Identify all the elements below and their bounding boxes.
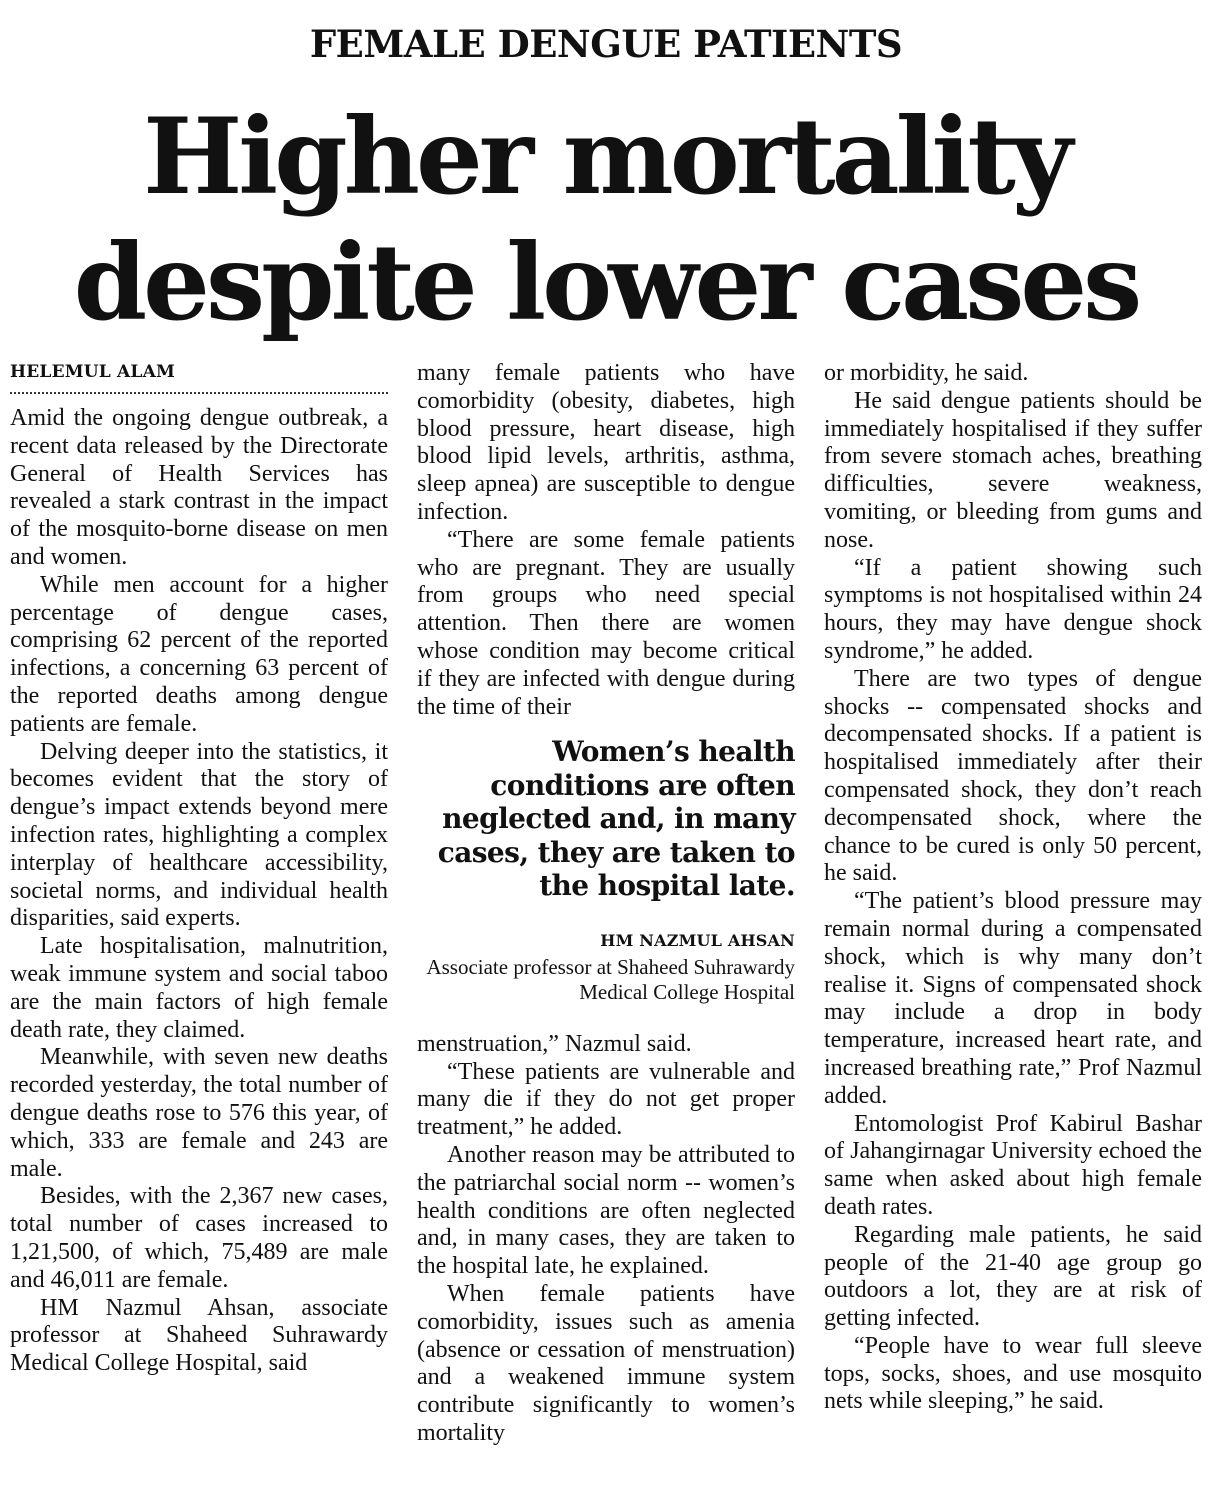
paragraph: many female patients who have comorbidity (obesity, diabetes, high blood pressure, heart disease, high blood lipid levels, arthritis, asthma, sleep apnea) are susceptible to dengue infection. [417, 360, 795, 525]
paragraph: There are two types of dengue shocks -- compensated shocks and decompensated shocks. If a patient is hospitalised immediately after their compensated shock, they don’t reach decompensated shock, where the chance to be cured is only 50 percent, he said. [824, 665, 1202, 887]
pull-quote: Women’s health conditions are often neglected and, in many cases, they are taken to the hospital late. [437, 735, 795, 903]
section-kicker: FEMALE DENGUE PATIENTS [309, 22, 903, 66]
paragraph: Delving deeper into the statistics, it becomes evident that the story of dengue’s impact extends beyond mere infection rates, highlighting a complex interplay of healthcare accessibility, societal norms, and individual health disparities, said experts. [10, 738, 388, 932]
headline-line-2: despite lower cases [73, 220, 1139, 344]
paragraph: HM Nazmul Ahsan, associate professor at Shaheed Suhrawardy Medical College Hospital, said [10, 1294, 388, 1377]
byline: HELEMUL ALAM [10, 360, 388, 394]
paragraph: “These patients are vulnerable and many die if they do not get proper treatment,” he added. [417, 1058, 795, 1141]
paragraph: Regarding male patients, he said people of the 21-40 age group go outdoors a lot, they are at risk of getting infected. [824, 1221, 1202, 1332]
paragraph: Amid the ongoing dengue outbreak, a recent data released by the Directorate General of Health Services has revealed a stark contrast in the impact of the mosquito-borne disease on men and women. [10, 405, 388, 570]
article-column-3 [824, 360, 1202, 1416]
paragraph: “People have to wear full sleeve tops, socks, shoes, and use mosquito nets while sleeping,” he said. [824, 1332, 1202, 1415]
article-column-1 [10, 360, 388, 1378]
paragraph: or morbidity, he said. [824, 360, 1029, 386]
paragraph: menstruation,” Nazmul said. [417, 1030, 692, 1057]
attribution-name: HM NAZMUL AHSAN [600, 930, 795, 950]
paragraph: “The patient’s blood pressure may remain normal during a compensated shock, which is why many don’t realise it. Signs of compensated shock may include a drop in body temperature, increased heart rate, and increased breathing rate,” Prof Nazmul added. [824, 888, 1202, 1109]
headline-line-1: Higher mortality [143, 94, 1069, 218]
paragraph: Meanwhile, with seven new deaths recorded yesterday, the total number of dengue deaths rose to 576 this year, of which, 333 are female and 243 are male. [10, 1044, 388, 1182]
paragraph: Entomologist Prof Kabirul Bashar of Jahangirnagar University echoed the same when asked about high female death rates. [824, 1110, 1202, 1220]
paragraph: Another reason may be attributed to the patriarchal social norm -- women’s health conditions are often neglected and, in many cases, they are taken to the hospital late, he explained. [417, 1142, 795, 1280]
paragraph: While men account for a higher percentage of dengue cases, comprising 62 percent of the reported infections, a concerning 63 percent of the reported deaths among dengue patients are female. [10, 571, 388, 737]
paragraph: When female patients have comorbidity, issues such as amenia (absence or cessation of menstruation) and a weakened immune system contribute significantly to women’s mortality [417, 1281, 795, 1447]
article-column-2 [417, 360, 795, 1448]
attribution-role: Associate professor at Shaheed Suhrawardy Medical College Hospital [426, 954, 795, 1004]
paragraph: “If a patient showing such symptoms is not hospitalised within 24 hours, they may have dengue shock syndrome,” he added. [824, 554, 1202, 664]
paragraph: Late hospitalisation, malnutrition, weak immune system and social taboo are the main factors of high female death rate, they claimed. [10, 933, 388, 1043]
paragraph: Besides, with the 2,367 new cases, total number of cases increased to 1,21,500, of which, 75,489 are male and 46,011 are female. [10, 1183, 388, 1293]
pull-quote-attribution [417, 931, 795, 1005]
paragraph: He said dengue patients should be immediately hospitalised if they suffer from severe stomach aches, breathing difficulties, severe weakness, vomiting, or bleeding from gums and nose. [824, 387, 1202, 553]
paragraph: “There are some female patients who are pregnant. They are usually from groups who need special attention. Then there are women whose condition may become critical if they are infected with dengue during the time of their [417, 526, 795, 720]
